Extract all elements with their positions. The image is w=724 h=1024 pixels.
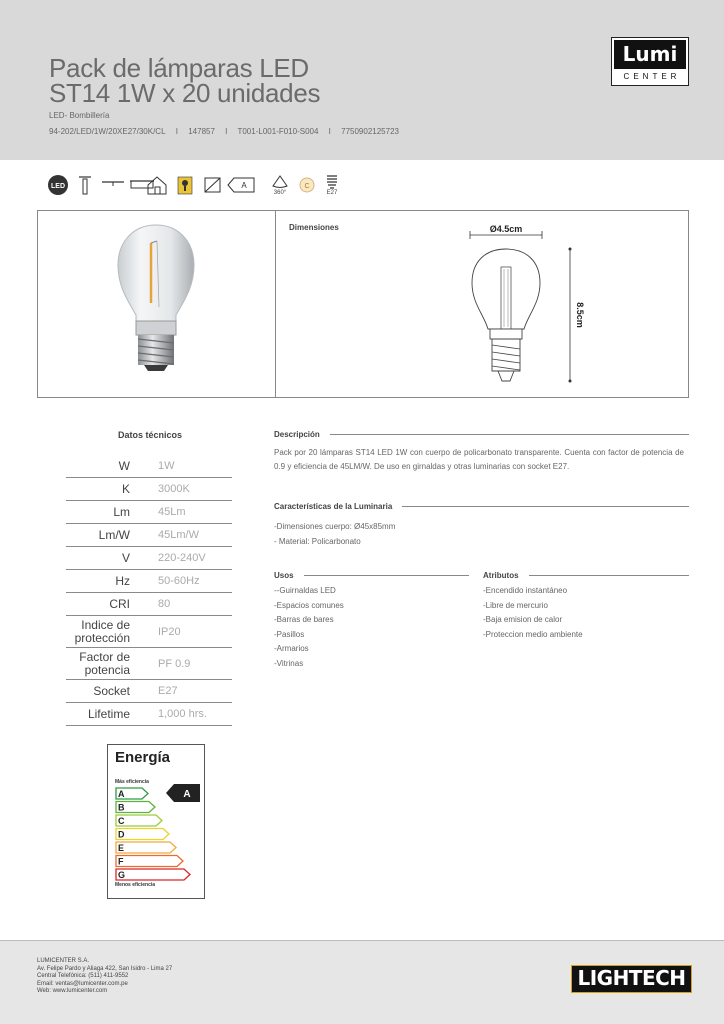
energy-less-label: Menos eficiencia [115, 882, 156, 888]
dimension-drawing [438, 211, 585, 397]
caracteristicas-list [274, 520, 395, 549]
svg-text:B: B [118, 802, 125, 813]
list-item: -Proteccion medio ambiente [483, 629, 583, 639]
spec-row [66, 547, 232, 570]
spec-key: Indice de protección [74, 617, 130, 645]
spec-key: K [121, 481, 130, 496]
height-label: 8.5cm [575, 302, 585, 328]
energy-class-d [116, 829, 169, 840]
title-line-2: ST14 1W x 20 unidades [49, 78, 321, 108]
spec-key: Lifetime [87, 706, 130, 721]
bulb-photo [38, 211, 275, 397]
svg-text:C: C [304, 183, 310, 190]
usos-list [274, 584, 344, 671]
svg-text:A: A [183, 789, 191, 800]
list-item: -Dimensiones cuerpo: Ø45x85mm [274, 522, 396, 531]
energy-class-c [116, 815, 162, 826]
spec-row [66, 680, 232, 703]
energy-class-icon [227, 174, 255, 196]
company-email: Email: ventas@lumicenter.com.pe [37, 980, 128, 987]
spec-row [66, 616, 232, 648]
color-temp-icon [298, 174, 316, 196]
energy-class-g [116, 869, 190, 880]
spec-row [66, 455, 232, 478]
company-name: LUMICENTER S.A. [37, 958, 90, 964]
spec-value: 1W [158, 460, 175, 472]
list-item: --Guirnaldas LED [274, 586, 336, 595]
beam-angle-icon: 360° [269, 174, 291, 196]
spec-value: 80 [158, 598, 171, 610]
image-divider [275, 211, 276, 397]
ceiling-icon [101, 174, 125, 196]
energy-class-f [116, 856, 183, 867]
spec-value: PF 0.9 [158, 657, 191, 670]
spec-key: V [121, 550, 130, 565]
svg-text:F: F [118, 856, 124, 867]
list-item: -Armarios [274, 644, 309, 653]
spec-key: W [118, 458, 130, 473]
energy-scale [108, 785, 204, 885]
spec-row [66, 524, 232, 547]
company-phone: Central Telefónica: (511) 411-9552 [37, 973, 129, 979]
energy-title: Energía [115, 749, 171, 766]
spec-value: 1,000 hrs. [158, 708, 207, 720]
code-reference: 94-202/LED/1W/20XE27/30K/CL [49, 127, 166, 136]
spec-key: CRI [109, 596, 130, 611]
feature-icons [47, 174, 367, 204]
svg-text:G: G [118, 870, 126, 880]
list-item: - Material: Policarbonato [274, 536, 361, 546]
product-codes: 94-202/LED/1W/20XE27/30K/CL I 147857 I T001-L001-F010-S004 I 7750902125723 [49, 127, 399, 136]
energy-class-e [116, 842, 176, 853]
list-item: -Libre de mercurio [483, 600, 548, 610]
svg-text:C: C [118, 816, 125, 826]
spec-value: 220-240V [158, 552, 206, 564]
list-item: -Barras de bares [274, 615, 334, 624]
spec-row [66, 478, 232, 501]
spec-value: 45Lm/W [158, 529, 199, 541]
spec-row [66, 570, 232, 593]
svg-text:D: D [118, 829, 125, 840]
no-dim-icon [203, 174, 223, 196]
specs-table [66, 455, 232, 726]
footer-address [37, 958, 172, 996]
energy-more-label: Más eficiencia [115, 779, 149, 785]
descripcion-heading: Descripción [274, 430, 689, 439]
list-item: -Encendido instantáneo [483, 586, 568, 595]
spec-value: 3000K [158, 483, 190, 495]
dimensions-label: Dimensiones [289, 223, 339, 232]
spec-row [66, 648, 232, 680]
list-item: -Pasillos [274, 629, 305, 639]
lightech-logo: LIGHTECH [571, 965, 692, 993]
code-class: T001-L001-F010-S004 [237, 127, 319, 136]
company-address: Av. Felipe Pardo y Aliaga 422, San Isidro - Lima 27 [37, 965, 173, 972]
spec-value: 45Lm [158, 506, 186, 518]
company-web: Web: www.lumicenter.com [37, 988, 108, 994]
house-icon [145, 174, 169, 196]
list-item: -Baja emision de calor [483, 615, 563, 624]
svg-text:A: A [118, 789, 125, 799]
energy-rating-arrow [166, 784, 200, 802]
energy-label [107, 744, 205, 899]
led-icon [47, 174, 69, 196]
energy-class-a [116, 788, 148, 799]
spec-key: Lm [113, 504, 130, 519]
spec-key: Factor de potencia [79, 649, 130, 677]
spec-key: Socket [93, 683, 130, 698]
svg-text:A: A [241, 181, 247, 190]
product-image-box [37, 210, 689, 398]
spec-row [66, 593, 232, 616]
spec-row [66, 703, 232, 726]
spotlight-icon [77, 174, 93, 196]
svg-text:E: E [118, 843, 125, 853]
title-line-1: Pack de lámparas LED [49, 53, 309, 83]
subtitle: LED- Bombillería [49, 111, 110, 120]
lumicenter-logo: Lumi CENTER [611, 37, 689, 86]
spec-key: Hz [115, 573, 130, 588]
atributos-heading: Atributos [483, 571, 689, 580]
bulb-icon [177, 174, 193, 196]
code-sku: 147857 [188, 127, 215, 136]
spec-value: E27 [158, 685, 178, 697]
page-title [49, 53, 321, 108]
caracteristicas-heading: Características de la Luminaria [274, 502, 689, 511]
socket-icon: E27 [325, 174, 339, 196]
spec-row [66, 501, 232, 524]
code-ean: 7750902125723 [341, 127, 399, 136]
descripcion-text: Pack por 20 lámparas ST14 LED 1W con cuerpo de policarbonato transparente. Cuenta con factor de potencia de 0.9 y eficiencia de 45LM/W. De uso en girnaldas y otras luminarias con socket E27. [274, 448, 684, 471]
energy-class-b [116, 802, 155, 813]
svg-text:LED: LED [51, 183, 65, 190]
usos-heading: Usos [274, 571, 469, 580]
specs-title: Datos técnicos [118, 430, 183, 440]
list-item: -Espacios comunes [274, 600, 344, 610]
spec-value: IP20 [158, 625, 181, 638]
atributos-list [483, 584, 583, 642]
spec-value: 50-60Hz [158, 575, 200, 587]
list-item: -Vitrinas [274, 658, 304, 668]
width-label: Ø4.5cm [489, 224, 523, 234]
spec-key: Lm/W [98, 527, 130, 542]
